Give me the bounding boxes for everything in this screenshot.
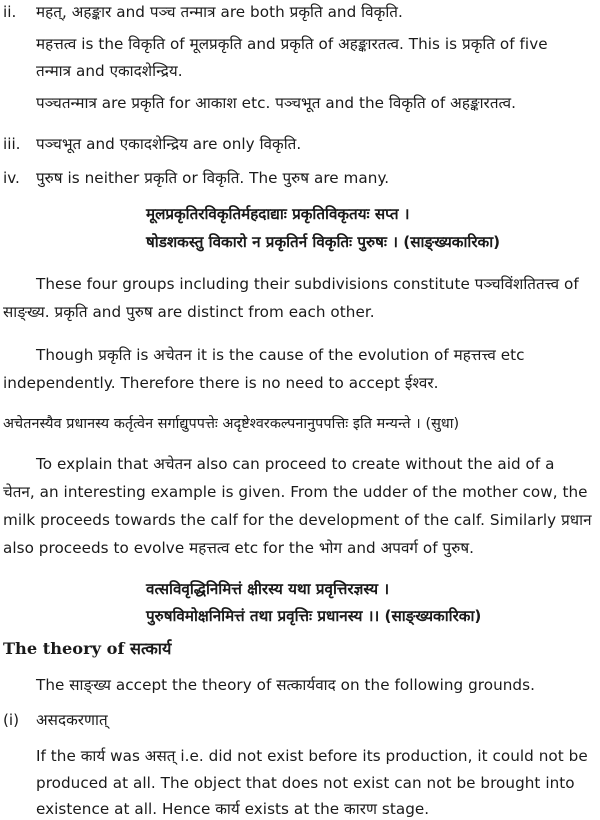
item-ii-line-1: महत्, अहङ्कार and पञ्च तन्मात्र are both प्रकृति and विकृति.	[36, 3, 403, 21]
item-iii-line-1: पञ्चभूत and एकादशेन्द्रिय are only विकृति.	[36, 135, 302, 153]
item-i-line-2: produced at all. The object that does not exist can not be brought into	[36, 774, 575, 792]
paragraph-1-line-1: These four groups including their subdivisions constitute पञ्चविंशतितत्त्व of	[36, 275, 579, 293]
item-iv-line-1: पुरुष is neither प्रकृति or विकृति. The पुरुष are many.	[36, 169, 390, 187]
paragraph-3-line-4: also proceeds to evolve महत्तत्व etc for the भोग and अपवर्ग of पुरुष.	[3, 539, 475, 557]
list-number-ii: ii.	[3, 3, 17, 21]
paragraph-2-line-2: independently. Therefore there is no need to accept ईश्वर.	[3, 374, 439, 392]
list-number-i: (i)	[3, 711, 20, 729]
paragraph-3-line-3: milk proceeds towards the calf for the development of the calf. Similarly प्रधान	[3, 511, 592, 529]
verse-1-line-2: षोडशकस्तु विकारो न प्रकृतिर्न विकृतिः पुरुषः । (साङ्ख्यकारिका)	[146, 233, 501, 251]
item-i-title: असदकरणात्	[36, 711, 108, 729]
item-ii-line-4: पञ्चतन्मात्र are प्रकृति for आकाश etc. पञ्चभूत and the विकृति of अहङ्कारतत्व.	[36, 94, 516, 112]
item-ii-line-2: महत्तत्व is the विकृति of मूलप्रकृति and प्रकृति of अहङ्कारतत्व. This is प्रकृति of five	[36, 35, 548, 53]
item-i-line-3: existence at all. Hence कार्य exists at the कारण stage.	[36, 800, 430, 818]
verse-2-line-2: पुरुषविमोक्षनिमित्तं तथा प्रवृत्तिः प्रधानस्य ।। (साङ्ख्यकारिका)	[146, 607, 482, 625]
paragraph-1-line-2: साङ्ख्य. प्रकृति and पुरुष are distinct from each other.	[3, 303, 375, 321]
item-ii-line-3: तन्मात्र and एकादशेन्द्रिय.	[36, 62, 183, 80]
list-number-iv: iv.	[3, 169, 20, 187]
paragraph-4: The साङ्ख्य accept the theory of सत्कार्यवाद on the following grounds.	[36, 676, 535, 694]
paragraph-3-line-1: To explain that अचेतन also can proceed to create without the aid of a	[36, 455, 555, 473]
paragraph-3-line-2: चेतन, an interesting example is given. From the udder of the mother cow, the	[3, 483, 588, 501]
item-i-line-1: If the कार्य was असत् i.e. did not exist before its production, it could not be	[36, 747, 588, 765]
paragraph-2-line-1: Though प्रकृति is अचेतन it is the cause of the evolution of महत्तत्त्व etc	[36, 346, 525, 364]
verse-1-line-1: मूलप्रकृतिरविकृतिर्महदाद्याः प्रकृतिविकृतयः सप्त ।	[146, 205, 410, 223]
sanskrit-quote: अचेतनस्यैव प्रधानस्य कर्तृत्वेन सर्गाद्युपपत्तेः अदृष्टेश्वरकल्पनानुपपत्तिः इति मन्यन्ते । (सुधा)	[3, 416, 460, 432]
section-heading: The theory of सत्कार्य	[3, 639, 172, 658]
list-number-iii: iii.	[3, 135, 21, 153]
verse-2-line-1: वत्सविवृद्धिनिमित्तं क्षीरस्य यथा प्रवृत्तिरज्ञस्य ।	[146, 580, 390, 598]
